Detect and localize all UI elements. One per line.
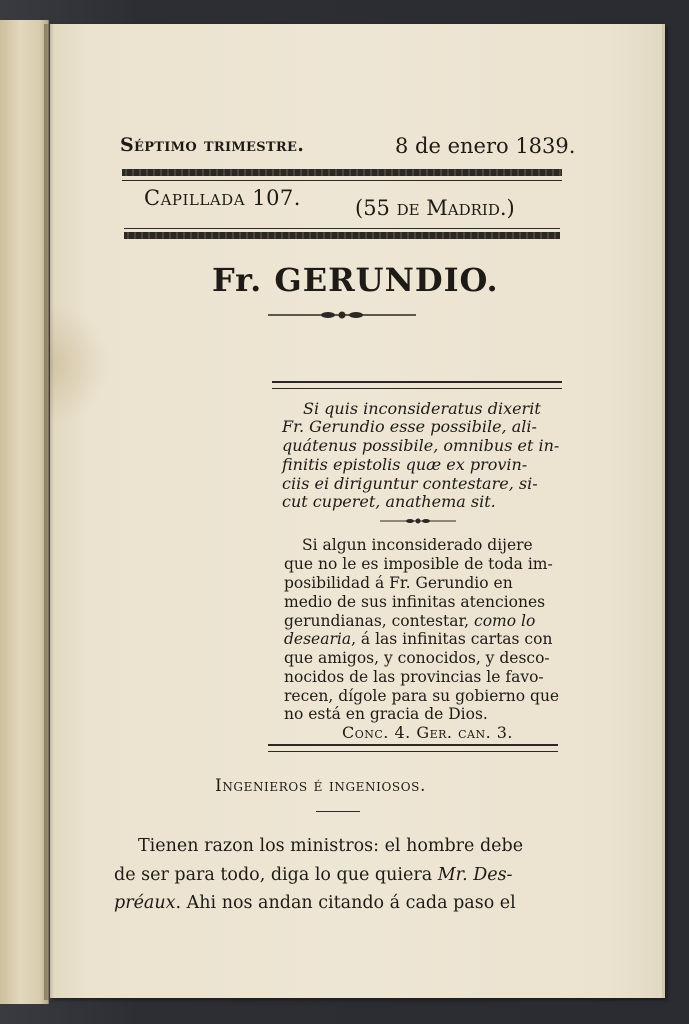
header-trimester: Séptimo trimestre. <box>120 134 305 156</box>
header-rule-thin <box>122 180 562 181</box>
madrid-number: (55 de Madrid.) <box>355 196 515 220</box>
header-rule-thick <box>122 169 562 176</box>
spine-shadow <box>44 24 54 1000</box>
spanish-italic-phrase: como lo <box>474 612 536 630</box>
body-line-3 <box>114 891 516 916</box>
spanish-line-8: nocidos de las provincias le favo- <box>284 668 544 686</box>
body-line-1: Tienen razon los ministros: el hombre debe <box>138 836 524 856</box>
latin-line-6: cut cuperet, anathema sit. <box>282 492 496 511</box>
spanish-line-6: desearia, á las infinitas cartas con <box>284 630 553 648</box>
left-page-edge <box>0 20 49 1004</box>
body-author-name: Mr. Des- <box>437 865 513 885</box>
latin-line-4: finitis epistolis quæ ex provin- <box>282 455 528 474</box>
epigraph-rule-bottom-2 <box>268 751 558 752</box>
section-heading: Ingenieros é ingeniosos. <box>215 776 426 796</box>
issue-number: Capillada 107. <box>144 186 301 210</box>
spanish-line-2: que no le es imposible de toda im- <box>284 555 553 573</box>
body-line-2-text: de ser para todo, diga lo que quiera <box>114 865 438 885</box>
subheader-rule-thick <box>124 232 560 239</box>
body-line-2 <box>114 863 512 888</box>
spanish-italic-word: desearia <box>284 630 352 648</box>
epigraph-rule-top-2 <box>272 388 562 389</box>
epigraph-rule-top-1 <box>272 381 562 383</box>
spanish-line-3: posibilidad á Fr. Gerundio en <box>284 574 513 592</box>
page-title: Fr. GERUNDIO. <box>212 261 499 299</box>
latin-line-2: Fr. Gerundio esse possibile, ali- <box>282 417 537 436</box>
spanish-line-7: que amigos, y conocidos, y desco- <box>284 649 550 667</box>
body-author-name-cont: préaux <box>114 893 176 913</box>
spanish-line-9: recen, dígole para su gobierno que <box>284 687 560 705</box>
epigraph-rule-bottom-1 <box>268 744 558 746</box>
paper-stain <box>50 304 110 424</box>
latin-line-5: ciis ei diriguntur contestare, si- <box>282 474 538 493</box>
epigraph-divider-ornament <box>380 516 456 526</box>
spanish-line-5-text: gerundianas, contestar, como lo <box>284 612 536 630</box>
section-heading-underline <box>316 811 360 812</box>
spanish-line-10: no está en gracia de Dios. <box>284 705 488 723</box>
body-line-3-text: . Ahi nos andan citando á cada paso el <box>175 893 516 913</box>
header-date: 8 de enero 1839. <box>395 134 576 158</box>
spanish-line-4: medio de sus infinitas atenciones <box>284 593 546 611</box>
epigraph-citation: Conc. 4. Ger. can. 3. <box>342 723 514 742</box>
document-page <box>50 24 665 998</box>
spanish-line-5-a <box>284 612 535 630</box>
spanish-line-1: Si algun inconsiderado dijere <box>302 536 533 554</box>
latin-line-1: Si quis inconsideratus dixerit <box>303 399 541 418</box>
title-ornament <box>268 310 416 320</box>
subheader-rule-thin <box>124 228 560 229</box>
latin-line-3: quátenus possibile, omnibus et in- <box>282 436 560 455</box>
